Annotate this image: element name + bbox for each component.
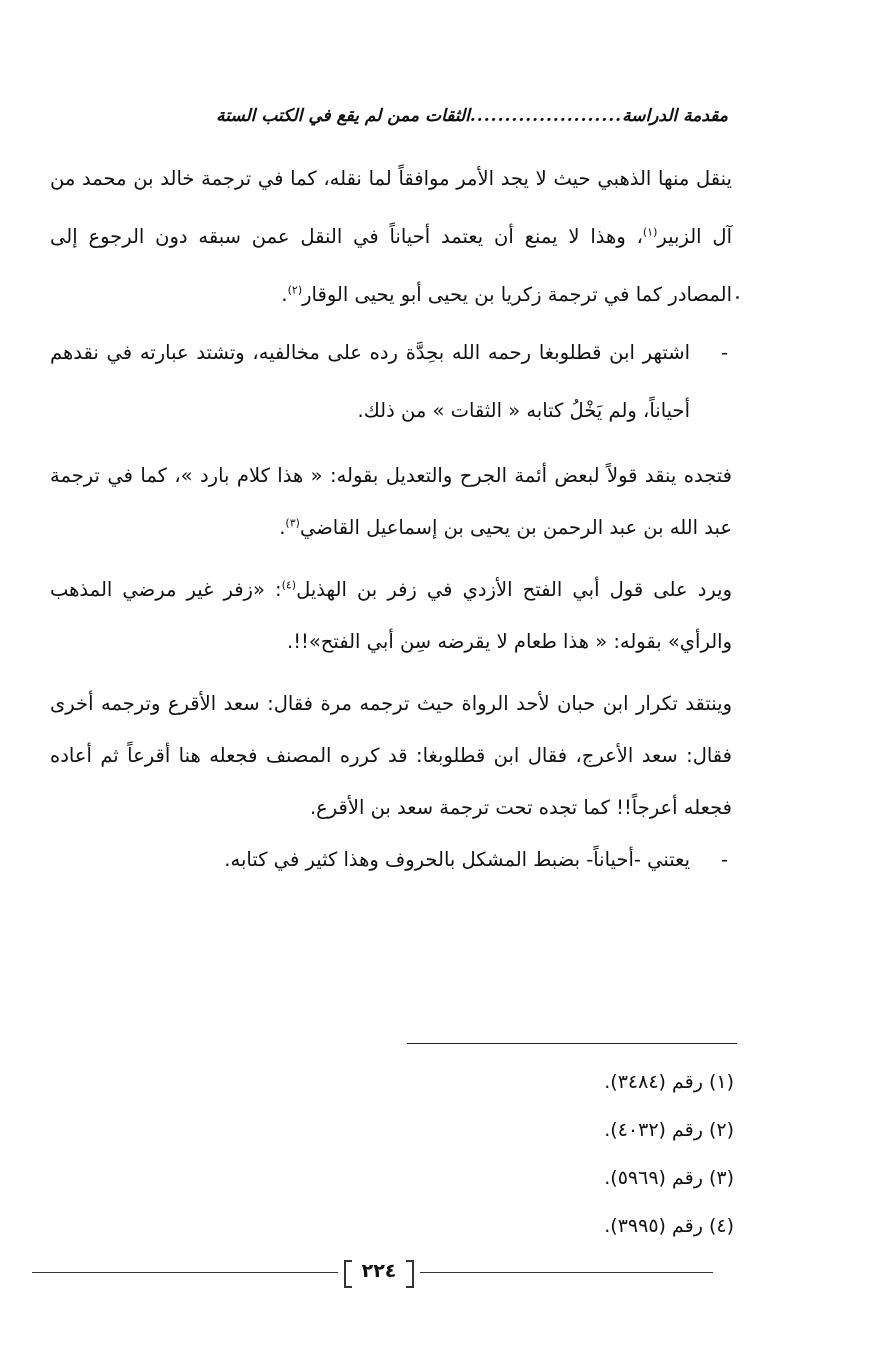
footer-rule-right xyxy=(420,1272,713,1273)
page-number-text: ٢٢٤ xyxy=(361,1260,397,1282)
bullet-dash-2: - xyxy=(720,848,728,871)
header-book-title: الثقات ممن لم يقع في الكتب الستة xyxy=(216,106,470,126)
paragraph-2-text: فتجده ينقد قولاً لبعض أئمة الجرح والتعديل بقوله: « هذا كلام بارد »، كما في ترجمة عبد الله بن عبد الرحمن بن يحيى بن إسماعيل القاضي xyxy=(50,464,732,539)
bullet-item-2 xyxy=(50,834,732,886)
paragraph-1 xyxy=(50,150,732,324)
footnote-ref-1: (١) xyxy=(642,225,658,239)
footnote-ref-2b: (٢) xyxy=(287,283,303,297)
footer-rule-left xyxy=(32,1272,338,1273)
footnotes xyxy=(400,1058,734,1250)
page-number xyxy=(340,1256,418,1288)
page-number-bracket-right xyxy=(406,1260,414,1288)
footnote-2: (٢) رقم (٤٠٣٢). xyxy=(604,1119,734,1141)
bullet-item-2-text: يعتني -أحياناً- بضبط المشكل بالحروف وهذا كثير في كتابه. xyxy=(224,848,690,871)
footnote-ref-3: (٣) xyxy=(285,516,300,530)
paragraph-1-text: ينقل منها الذهبي حيث لا يجد الأمر موافقاً لما نقله، كما في ترجمة خالد بن محمد من آل الزبير xyxy=(50,167,732,248)
paragraph-2-end: . xyxy=(279,516,286,539)
footnote-1: (١) رقم (٣٤٨٤). xyxy=(604,1071,734,1093)
paragraph-3-text: ويرد على قول أبي الفتح الأزدي في زفر بن الهذيل xyxy=(296,578,732,601)
main-text xyxy=(50,150,732,886)
bullet-item-1-text: اشتهر ابن قطلوبغا رحمه الله بحِدَّة رده على مخالفيه، وتشتد عبارته في نقدهم أحياناً، ولم يَخْلُ كتابه « الثقات » من ذلك. xyxy=(50,341,690,422)
scan-speck xyxy=(736,296,739,299)
running-header xyxy=(52,100,728,132)
paragraph-3-text-cont: : «زفر غير مرضي المذهب والرأي» بقوله: « هذا طعام لا يقرضه سِن أبي الفتح»!!. xyxy=(50,578,732,653)
footnote-separator xyxy=(407,1043,737,1044)
paragraph-1-end: . xyxy=(281,283,288,306)
bullet-item-1 xyxy=(50,324,732,440)
footnote-3: (٣) رقم (٥٩٦٩). xyxy=(604,1167,734,1189)
footnote-ref-4: (٤) xyxy=(281,578,297,592)
bullet-dash-1: - xyxy=(720,341,728,364)
header-dot-leader: ...................... xyxy=(469,106,623,126)
paragraph-4: وينتقد تكرار ابن حبان لأحد الرواة حيث ترجمه مرة فقال: سعد الأقرع وترجمه أخرى فقال: سعد الأعرج، فقال ابن قطلوبغا: قد كرره المصنف فجعله هنا أقرعاً ثم أعاده فجعله أعرجاً!! كما تجده تحت ترجمة سعد بن الأقرع. xyxy=(50,692,732,819)
header-section-title: مقدمة الدراسة xyxy=(622,106,728,126)
footnote-4: (٤) رقم (٣٩٩٥). xyxy=(604,1215,734,1237)
paragraph-1-text-cont: ، وهذا لا يمنع أن يعتمد أحياناً في النقل عمن سبقه دون الرجوع إلى المصادر كما في ترجمة زكريا بن يحيى أبو يحيى الوقار xyxy=(50,225,732,306)
paragraph-2 xyxy=(50,450,732,554)
paragraph-3 xyxy=(50,564,732,668)
page-number-bracket-left xyxy=(344,1260,352,1288)
